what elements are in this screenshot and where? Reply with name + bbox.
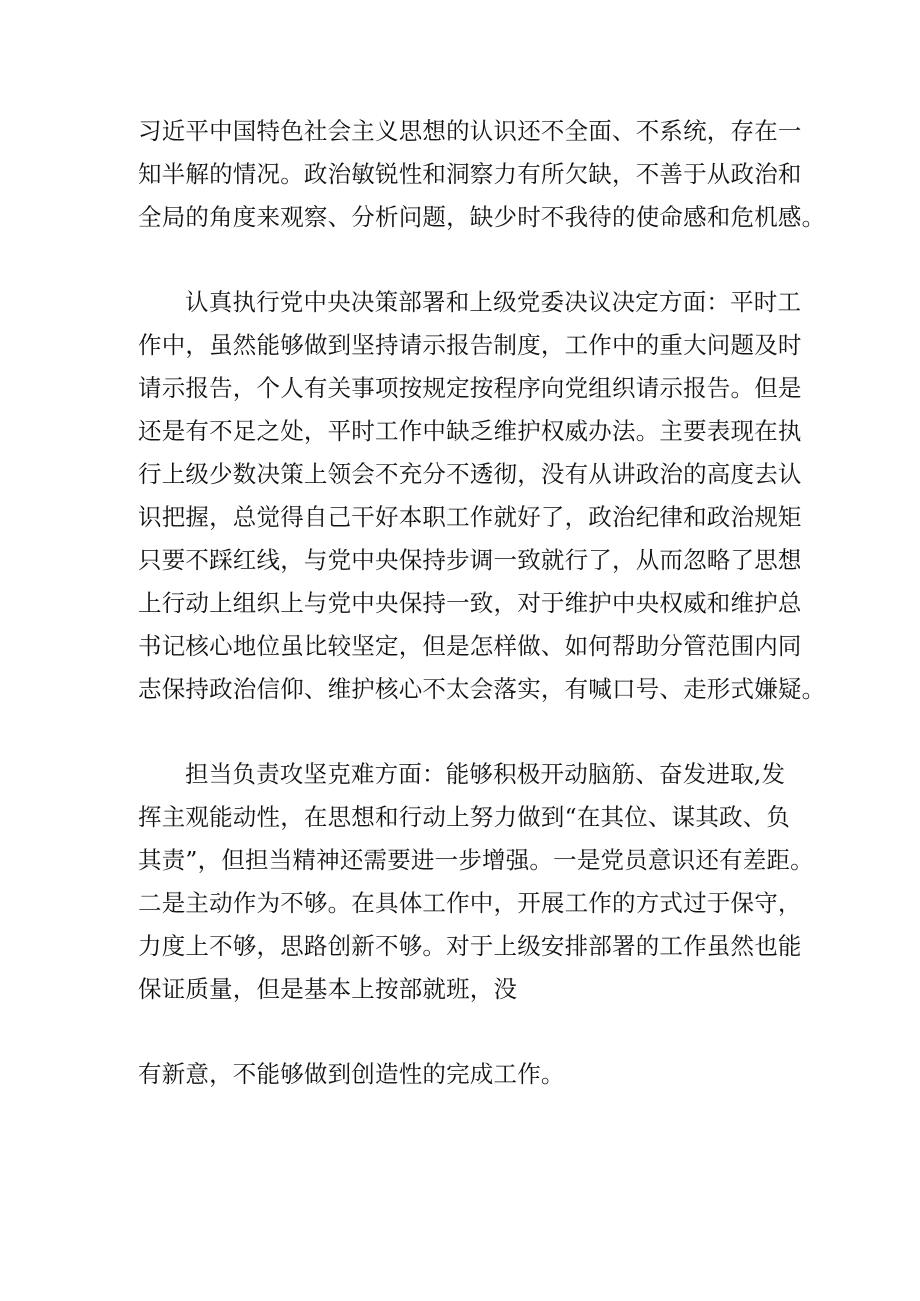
paragraph-continuation bbox=[138, 1053, 788, 1096]
text-line: 还是有不足之处，平时工作中缺乏维护权威办法。主要表现在执 bbox=[138, 417, 802, 445]
text-line: 担当负责攻坚克难方面：能够积极开动脑筋、奋发进取,发 bbox=[185, 760, 786, 788]
paragraph-theory-understanding bbox=[138, 110, 826, 239]
text-line: 习近平中国特色社会主义思想的认识还不全面、不系统，存在一 bbox=[138, 117, 802, 145]
paragraph-decision-execution bbox=[138, 281, 826, 711]
text-line: 作中，虽然能够做到坚持请示报告制度，工作中的重大问题及时 bbox=[138, 331, 802, 359]
paragraph-responsibility bbox=[138, 753, 814, 1011]
text-line: 行上级少数决策上领会不充分不透彻，没有从讲政治的高度去认 bbox=[138, 460, 802, 488]
text-line: 力度上不够，思路创新不够。对于上级安排部署的工作虽然也能 bbox=[138, 932, 802, 960]
text-line: 二是主动作为不够。在具体工作中，开展工作的方式过于保守， bbox=[138, 889, 802, 917]
text-line: 志保持政治信仰、维护核心不太会落实，有喊口号、走形式嫌疑。 bbox=[138, 675, 826, 703]
text-line: 保证质量，但是基本上按部就班，没 bbox=[138, 975, 518, 1003]
text-line: 书记核心地位虽比较坚定，但是怎样做、如何帮助分管范围内同 bbox=[138, 632, 802, 660]
text-line: 其责”，但担当精神还需要进一步增强。一是党员意识还有差距。 bbox=[138, 846, 814, 874]
text-line: 有新意，不能够做到创造性的完成工作。 bbox=[138, 1060, 565, 1088]
text-line: 识把握，总觉得自己干好本职工作就好了，政治纪律和政治规矩 bbox=[138, 503, 802, 531]
text-line: 上行动上组织上与党中央保持一致，对于维护中央权威和维护总 bbox=[138, 589, 802, 617]
text-line: 认真执行党中央决策部署和上级党委决议决定方面：平时工 bbox=[185, 288, 802, 316]
text-line: 挥主观能动性，在思想和行动上努力做到“在其位、谋其政、负 bbox=[138, 803, 791, 831]
text-line: 请示报告，个人有关事项按规定按程序向党组织请示报告。但是 bbox=[138, 374, 802, 402]
text-line: 全局的角度来观察、分析问题，缺少时不我待的使命感和危机感。 bbox=[138, 203, 826, 231]
text-line: 只要不踩红线，与党中央保持步调一致就行了，从而忽略了思想 bbox=[138, 546, 802, 574]
text-line: 知半解的情况。政治敏锐性和洞察力有所欠缺，不善于从政治和 bbox=[138, 160, 802, 188]
